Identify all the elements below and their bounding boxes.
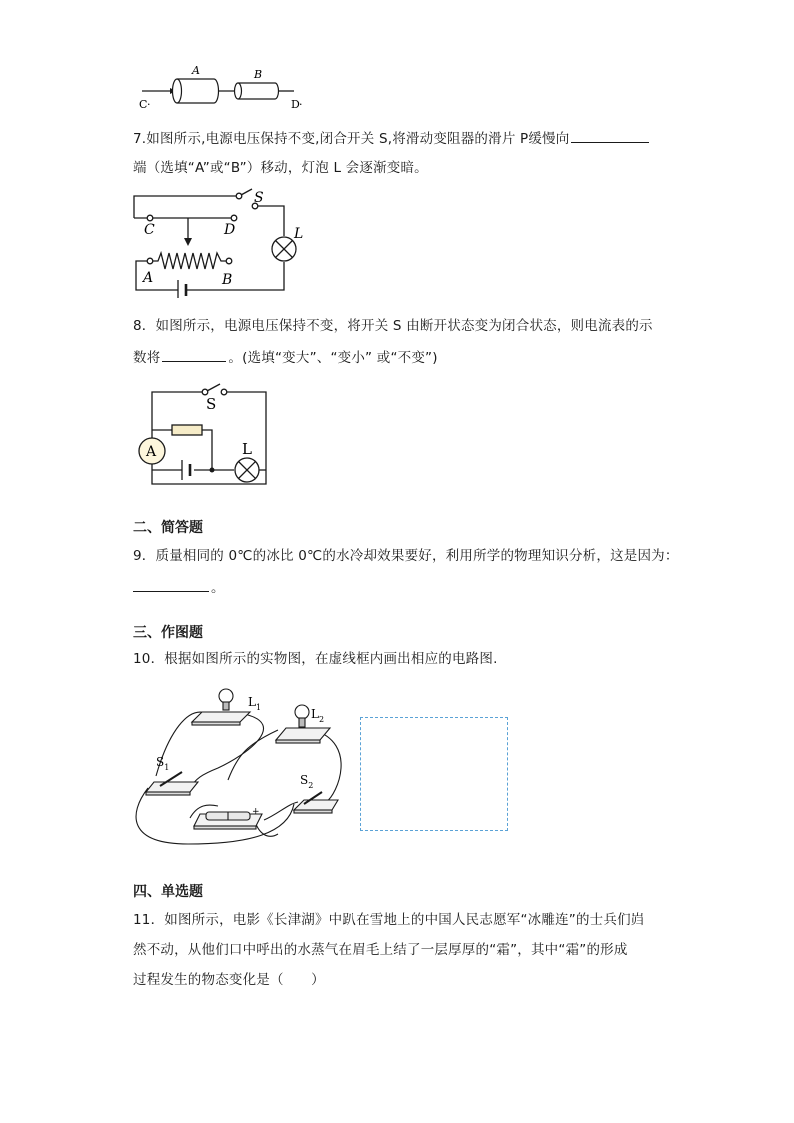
q7-label-a: A: [143, 270, 154, 286]
q9-line2: 。: [133, 577, 225, 598]
answer-drawing-box[interactable]: [360, 717, 508, 831]
l2-label: $L_2$: [311, 707, 325, 724]
conductor-ab-figure: [130, 62, 310, 114]
q8-answer-blank[interactable]: [162, 347, 226, 362]
q7-label-c: C: [144, 222, 155, 238]
q7-circuit-figure: [128, 186, 308, 298]
q8-line1: 8．如图所示，电源电压保持不变，将开关 S 由断开状态变为闭合状态，则电流表的示: [133, 318, 653, 334]
q7-label-l: L: [294, 226, 304, 242]
q11-line2: 然不动，从他们口中呼出的水蒸气在眉毛上结了一层厚厚的“霜”，其中“霜”的形成: [133, 942, 628, 958]
section2-title: 二、简答题: [133, 520, 203, 536]
q9-line1: 9．质量相同的 0℃的冰比 0℃的水冷却效果要好，利用所学的物理知识分析，这是因为：: [133, 548, 679, 564]
q8-line2: 数将 。(选填“变大”、“变小” 或“不变”): [133, 347, 438, 368]
q9-answer-blank[interactable]: [133, 577, 209, 592]
section4-title: 四、单选题: [133, 884, 203, 900]
svg-text:·: ·: [299, 98, 303, 111]
section3-title: 三、作图题: [133, 625, 203, 641]
q7-label-d: D: [224, 222, 236, 238]
q7-label-s: S: [254, 190, 264, 206]
l1-label: $L_1$: [248, 695, 262, 712]
label-d: D: [291, 98, 300, 111]
q7-line2: 端（选填“A”或“B”）移动，灯泡 L 会逐渐变暗。: [133, 160, 428, 176]
battery-plus-label: +: [252, 807, 260, 817]
q8-label-s: S: [206, 395, 217, 413]
q10-line1: 10．根据如图所示的实物图，在虚线框内画出相应的电路图.: [133, 651, 498, 667]
q7-answer-blank[interactable]: [571, 128, 649, 143]
q7-label-b: B: [222, 272, 233, 288]
s2-label: $S_2$: [300, 773, 314, 790]
label-c: C: [139, 98, 148, 111]
q8-label-l: L: [242, 440, 252, 458]
q11-line3: 过程发生的物态变化是（ ）: [133, 972, 325, 988]
q8-circuit-figure: [130, 378, 275, 490]
svg-text:·: ·: [147, 98, 151, 111]
s1-label: $S_1$: [156, 755, 170, 772]
ammeter-label: A: [146, 444, 157, 460]
label-b: B: [254, 68, 263, 81]
label-a: A: [192, 64, 200, 77]
q7-line1: 7.如图所示,电源电压保持不变,闭合开关 S,将滑动变阻器的滑片 P缓慢向: [133, 128, 649, 149]
q10-physical-circuit-figure: [128, 684, 346, 852]
q11-line1: 11．如图所示，电影《长津湖》中趴在雪地上的中国人民志愿军“冰雕连”的士兵们岿: [133, 912, 645, 928]
